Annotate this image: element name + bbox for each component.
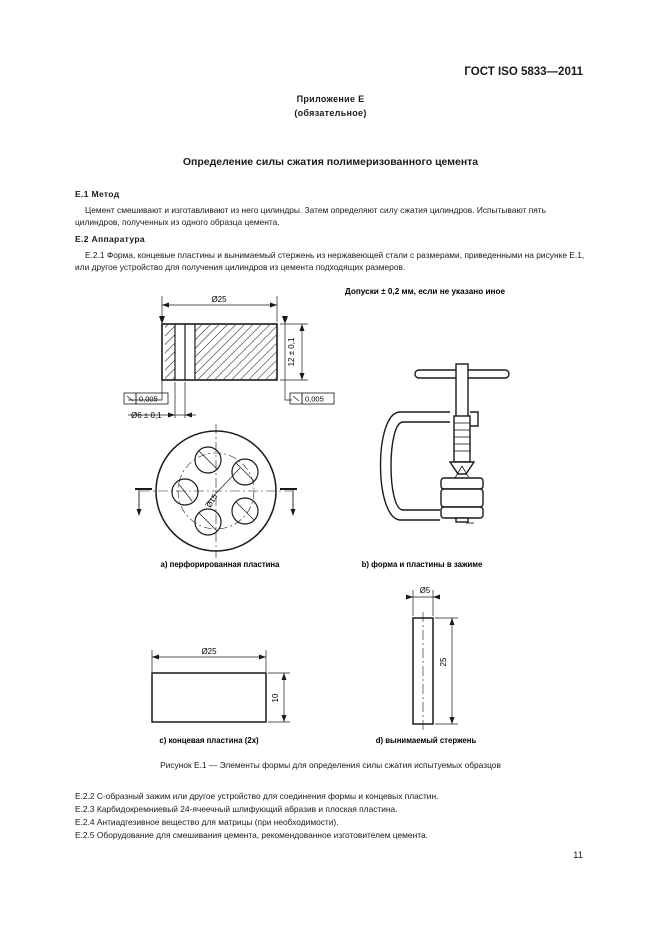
dim-diameter-5: Ø5 [419, 586, 431, 595]
section-method-text: Цемент смешивают и изготавливают из него цилиндры. Затем определяют силу сжатия цилиндров. Испытывают пять цилиндров, полученных из одного образца цемента. [75, 205, 546, 228]
dim-height-12: 12 ± 0,1 [287, 337, 296, 367]
item-e22: Е.2.2 С-образный зажим или другое устройство для соединения формы и концевых пластин. [75, 791, 439, 801]
dim-diameter-15: Ø15 [204, 492, 220, 510]
item-e23: Е.2.3 Карбидокремниевый 24-ячеечный шлифующий абразив и плоская пластина. [75, 804, 398, 814]
document-header: ГОСТ ISO 5833—2011 [464, 66, 583, 78]
label-a: a) перфорированная пластина [160, 560, 280, 569]
flatness-value-left: 0,005 [139, 394, 158, 404]
c-clamp [381, 364, 510, 523]
annex-title: Приложение Е [296, 94, 365, 104]
flatness-value-right: 0,005 [305, 394, 324, 404]
dim-diameter-25: Ø25 [211, 295, 227, 304]
item-e25: Е.2.5 Оборудование для смешивания цемента, рекомендованное изготовителем цемента. [75, 830, 428, 840]
dim-plate-thickness-10: 10 [271, 693, 280, 703]
dim-plate-diameter-25: Ø25 [201, 647, 217, 656]
end-plate [152, 650, 290, 722]
section-apparatus-text: Е.2.1 Форма, концевые пластины и вынимаемый стержень из нержавеющей стали с размерами, приведенными на рисунке Е.1, или другое устройство для получения цилиндров из цемента подходящих размеров. [75, 250, 585, 273]
perforated-plate [135, 424, 297, 558]
page-heading: Определение силы сжатия полимеризованного цемента [182, 156, 479, 168]
item-e24: Е.2.4 Антиадгезивное вещество для матрицы (при необходимости). [75, 817, 339, 827]
tolerance-note: Допуски ± 0,2 мм, если не указано иное [344, 287, 506, 296]
label-b: b) форма и пластины в зажиме [361, 560, 483, 569]
section-apparatus-title: Е.2 Аппаратура [75, 234, 145, 244]
annex-status: (обязательное) [294, 108, 367, 118]
label-d: d) вынимаемый стержень [375, 736, 477, 745]
figure-caption: Рисунок Е.1 — Элементы формы для определения силы сжатия испытуемых образцов [160, 760, 501, 770]
page-number: 11 [573, 850, 583, 861]
dim-diameter-6: Ø6 ± 0,1 [131, 411, 162, 420]
section-method-title: Е.1 Метод [75, 189, 120, 199]
dim-rod-length-25: 25 [439, 657, 448, 667]
removable-rod [406, 590, 458, 730]
label-c: c) концевая пластина (2x) [159, 736, 259, 745]
